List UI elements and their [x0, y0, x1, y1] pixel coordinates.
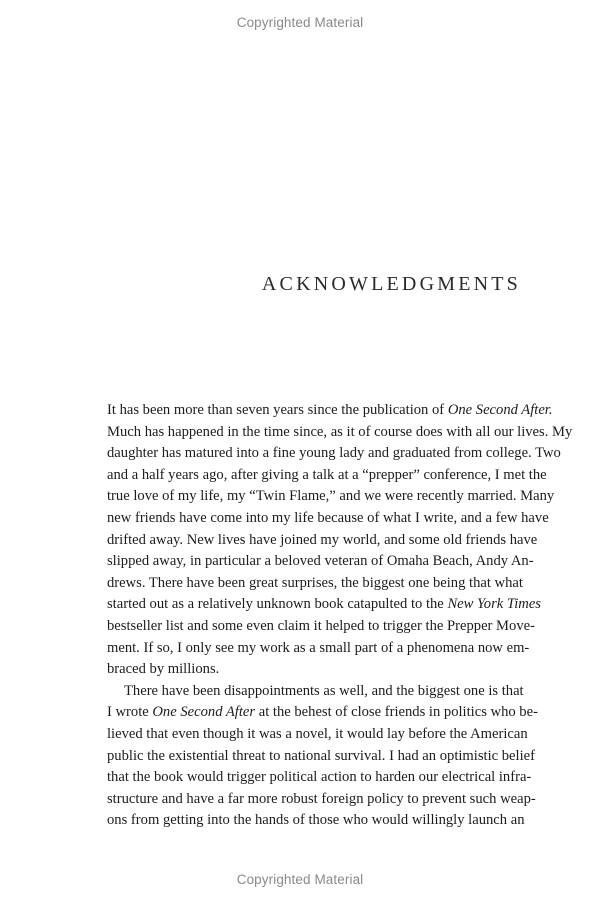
copyright-watermark-top: Copyrighted Material: [236, 15, 364, 30]
text-line: started out as a relatively unknown book catapulted to the New York Times: [107, 596, 541, 613]
text-line: that the book would trigger political action to harden our electrical infra-: [107, 769, 532, 786]
text-line: structure and have a far more robust foreign policy to prevent such weap-: [107, 790, 536, 807]
text-line: bestseller list and some even claim it helped to trigger the Prepper Move-: [107, 617, 535, 634]
text-line: ons from getting into the hands of those who would willingly launch an: [107, 812, 525, 829]
text-line: slipped away, in particular a beloved veteran of Omaha Beach, Andy An-: [107, 553, 534, 570]
text-line: true love of my life, my “Twin Flame,” and we were recently married. Many: [107, 488, 555, 505]
paragraph-2: [107, 681, 538, 832]
text-line: Much has happened in the time since, as it of course does with all our lives. My: [107, 423, 573, 440]
text-line: braced by millions.: [107, 661, 220, 678]
text-line: drews. There have been great surprises, the biggest one being that what: [107, 574, 523, 591]
chapter-heading: ACKNOWLEDGMENTS: [261, 273, 521, 295]
text-line: new friends have come into my life because of what I write, and a few have: [107, 509, 549, 526]
text-line: public the existential threat to national survival. I had an optimistic belief: [107, 747, 535, 764]
text-line: lieved that even though it was a novel, it would lay before the American: [107, 725, 528, 742]
text-line: I wrote One Second After at the behest of close friends in politics who be-: [107, 704, 538, 721]
text-line: ment. If so, I only see my work as a small part of a phenomena now em-: [107, 639, 530, 656]
text-line: It has been more than seven years since the publication of One Second After.: [107, 402, 553, 418]
copyright-watermark-bottom: Copyrighted Material: [236, 872, 364, 887]
text-line: and a half years ago, after giving a talk at a “prepper” conference, I met the: [107, 466, 547, 483]
text-line: There have been disappointments as well, and the biggest one is that: [124, 682, 524, 699]
paragraph-1: [107, 400, 573, 681]
text-line: daughter has matured into a fine young lady and graduated from college. Two: [107, 445, 561, 462]
body-text: [107, 400, 573, 832]
text-line: drifted away. New lives have joined my world, and some old friends have: [107, 531, 538, 548]
